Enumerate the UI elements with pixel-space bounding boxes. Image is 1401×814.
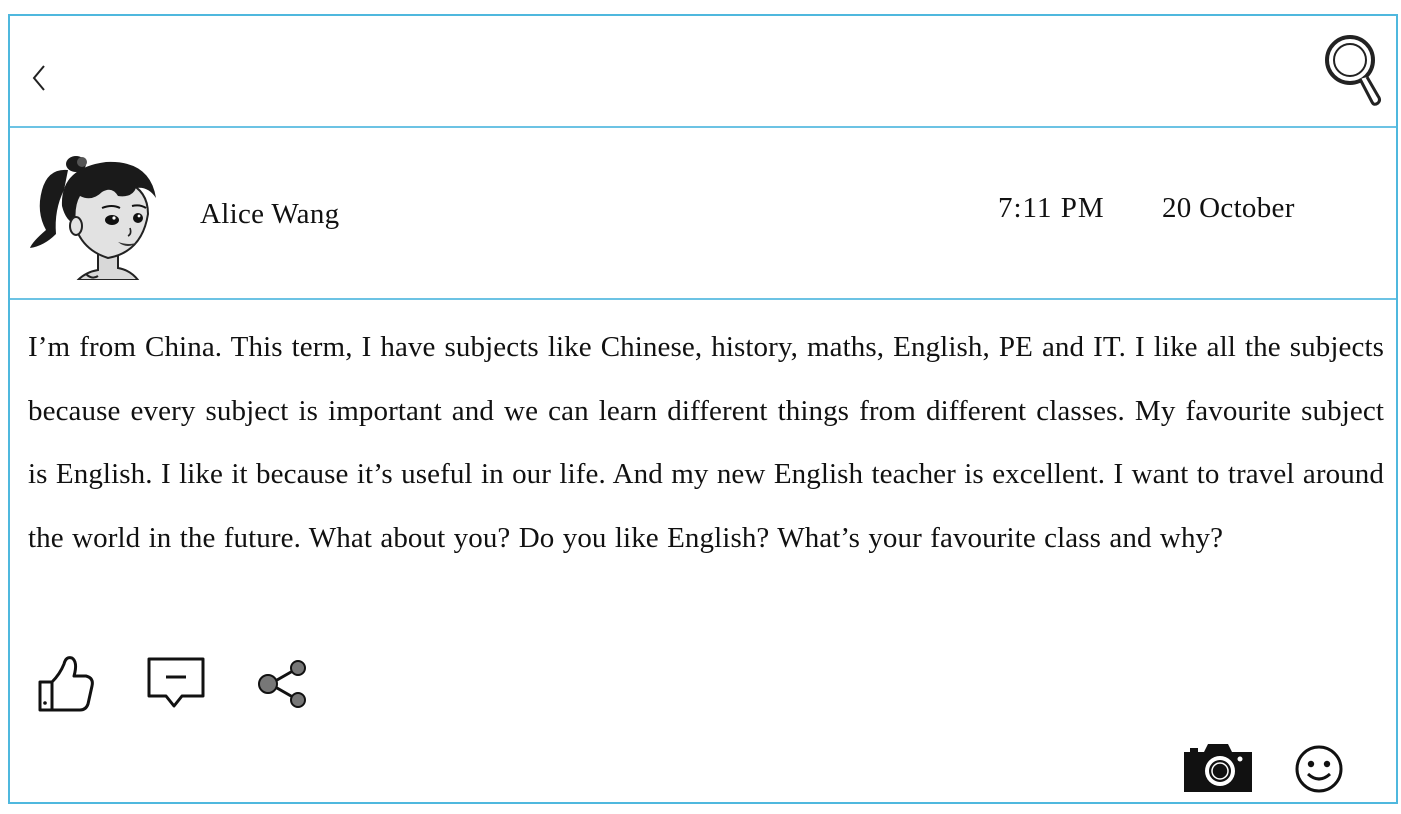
post-time: 7:11 PM [998, 192, 1105, 224]
comment-button[interactable] [146, 656, 206, 712]
share-button[interactable] [254, 656, 314, 712]
avatar[interactable] [26, 150, 162, 280]
like-button[interactable] [36, 652, 96, 714]
girl-avatar-image [26, 150, 162, 280]
back-button[interactable] [24, 60, 54, 96]
author-name[interactable]: Alice Wang [200, 198, 340, 230]
camera-icon [1182, 742, 1254, 794]
thumbs-up-icon [36, 652, 96, 714]
top-bar [10, 16, 1396, 128]
camera-button[interactable] [1182, 742, 1254, 794]
emoji-button[interactable] [1294, 744, 1344, 794]
smiley-icon [1294, 744, 1344, 794]
post-header [10, 128, 1396, 300]
post-date: 20 October [1162, 192, 1295, 224]
post-text: I’m from China. This term, I have subjects like Chinese, history, maths, English, PE and IT. I like all the subjects because every subject is important and we can learn different things from different classes. My favourite subject is English. I like it because it’s useful in our life. And my new English teacher is excellent. I want to travel around the world in the future. What about you? Do you like English? What’s your favourite class and why? [28, 331, 1384, 554]
share-icon [254, 656, 314, 712]
post-card [8, 14, 1398, 804]
search-button[interactable] [1324, 32, 1382, 108]
comment-icon [146, 656, 206, 712]
chevron-left-icon [24, 60, 54, 96]
magnifier-icon [1324, 32, 1382, 108]
